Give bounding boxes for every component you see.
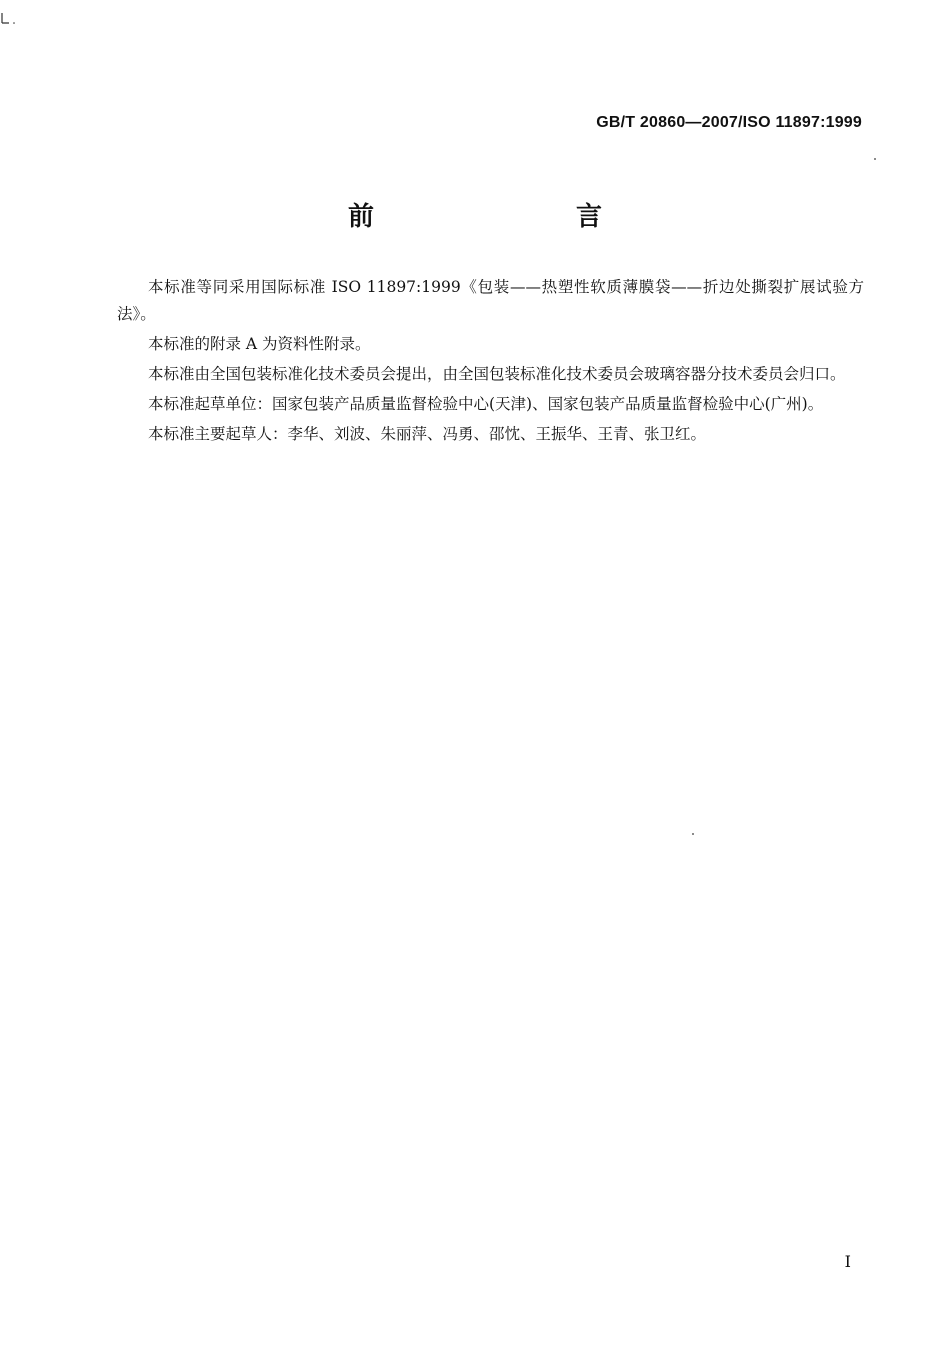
page-title: 前 言 [347,202,652,232]
paragraph-annex: 本标准的附录 A 为资料性附录。 [148,335,371,353]
scan-corner-mark [0,10,24,26]
page-number: I [844,1252,851,1271]
standard-number: GB/T 20860—2007/ISO 11897:1999 [596,114,862,131]
paragraph-drafters: 本标准主要起草人：李华、刘波、朱丽萍、冯勇、邵忱、王振华、王青、张卫红。 [148,425,707,443]
scan-speck [874,158,876,160]
paragraph-proposer: 本标准由全国包装标准化技术委员会提出，由全国包装标准化技术委员会玻璃容器分技术委员会归口。 [148,365,846,383]
paragraph-drafting-units: 本标准起草单位：国家包装产品质量监督检验中心(天津)、国家包装产品质量监督检验中心(广州)。 [148,395,824,413]
scan-speck [692,833,694,835]
foreword-body [117,274,864,451]
paragraph-adoption: 本标准等同采用国际标准 ISO 11897:1999《包装——热塑性软质薄膜袋——折边处撕裂扩展试验方法》。 [117,278,864,323]
